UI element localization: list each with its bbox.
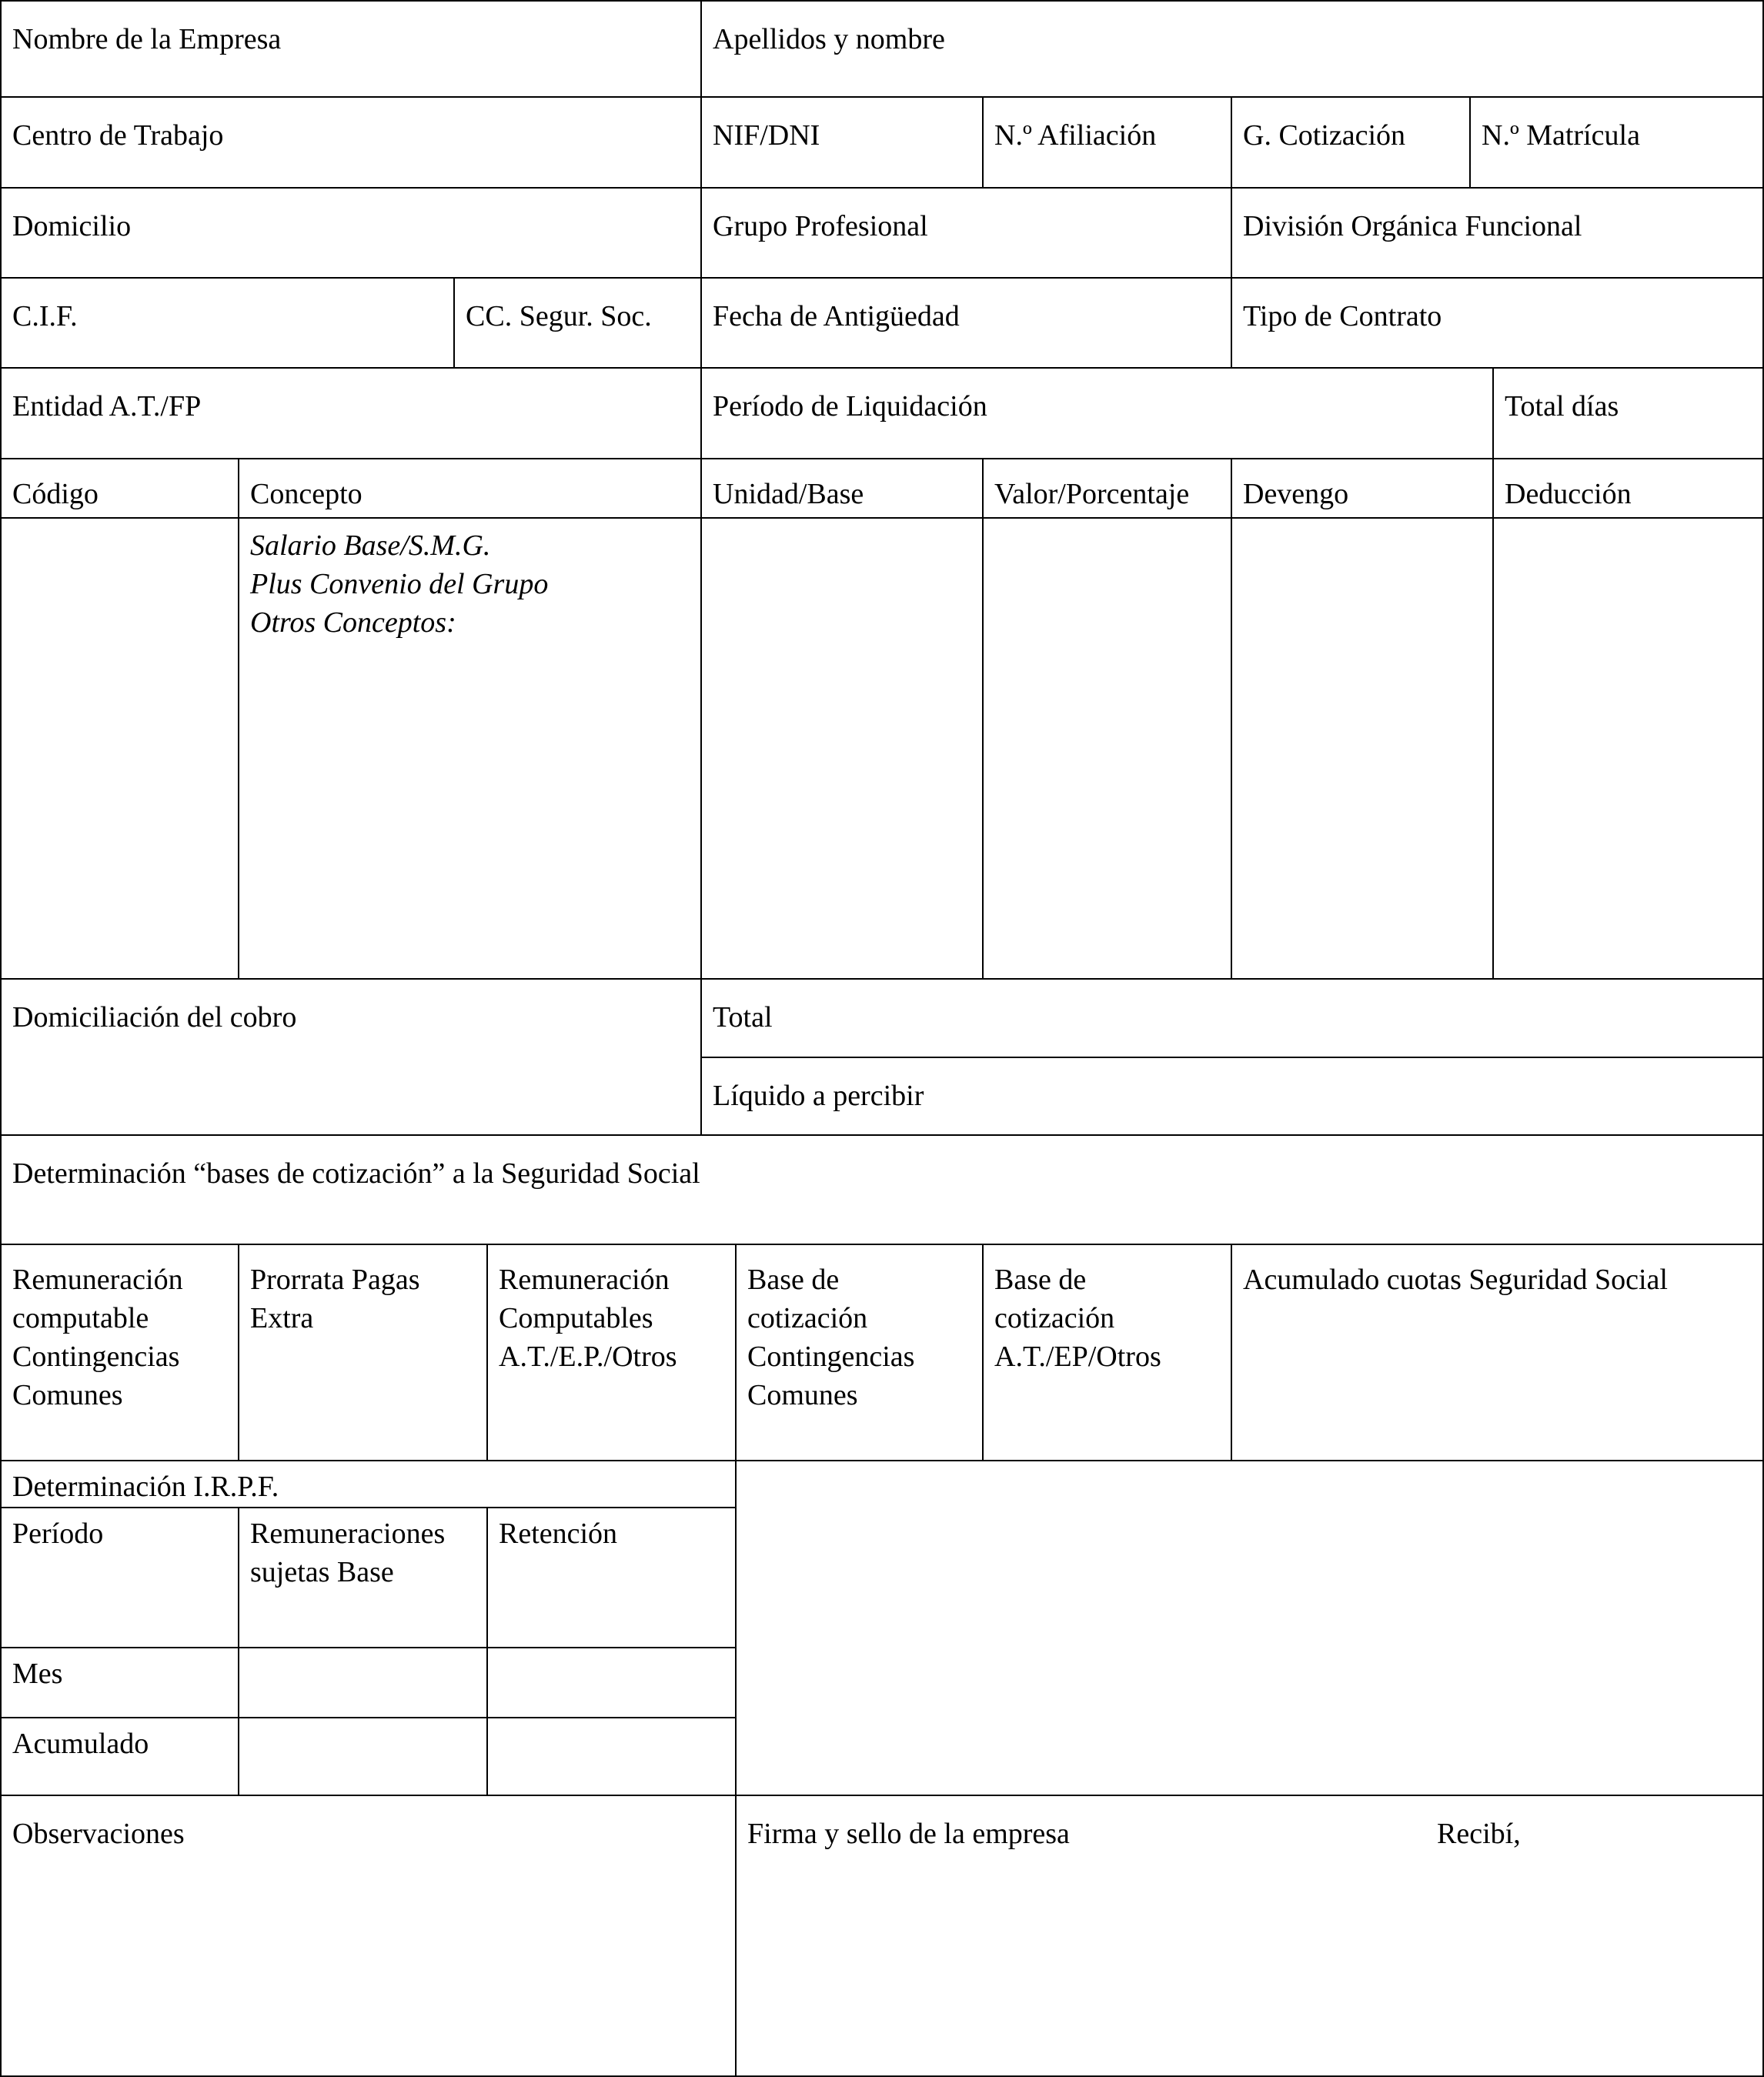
address-cell xyxy=(0,187,702,279)
deduction-label: Deducción xyxy=(1505,478,1632,510)
irpf-remuneration-label: Remuneraciones sujetas Base xyxy=(250,1518,446,1588)
irpf-withholding-label: Retención xyxy=(499,1518,618,1550)
nif-dni-cell xyxy=(700,96,984,189)
code-label: Código xyxy=(12,478,99,510)
seniority-date-cell xyxy=(700,277,1232,369)
irpf-accumulated-label: Acumulado xyxy=(12,1728,149,1760)
ss-col-common-base xyxy=(735,1244,984,1461)
ss-bases-title: Determinación “bases de cotización” a la Seguridad Social xyxy=(12,1157,700,1190)
total-cell xyxy=(700,978,1764,1058)
net-pay-label: Líquido a percibir xyxy=(713,1080,924,1112)
observations-cell xyxy=(0,1795,737,2077)
contract-type-cell xyxy=(1231,277,1764,369)
at-entity-label: Entidad A.T./FP xyxy=(12,390,202,422)
irpf-period-label: Período xyxy=(12,1518,104,1550)
domiciliation-cell xyxy=(0,978,702,1136)
full-name-cell xyxy=(700,0,1764,98)
irpf-month-cell xyxy=(0,1647,239,1718)
full-name-label: Apellidos y nombre xyxy=(713,23,945,55)
irpf-month-remuneration xyxy=(238,1647,488,1718)
registration-no-cell xyxy=(1469,96,1764,189)
ss-col-label: Prorrata Pagas Extra xyxy=(250,1264,420,1334)
company-name-label: Nombre de la Empresa xyxy=(12,23,282,55)
value-percent-label: Valor/Porcentaje xyxy=(994,478,1190,510)
irpf-remuneration-header xyxy=(238,1507,488,1648)
ss-col-at-ep-remuneration xyxy=(486,1244,737,1461)
unit-base-column xyxy=(700,517,984,980)
concept-item: Otros Conceptos: xyxy=(250,606,456,639)
irpf-title: Determinación I.R.P.F. xyxy=(12,1471,279,1503)
value-percent-header xyxy=(982,458,1232,519)
net-pay-cell xyxy=(700,1057,1764,1136)
settlement-period-label: Período de Liquidación xyxy=(713,390,987,422)
received-label: Recibí, xyxy=(1437,1818,1521,1850)
work-center-cell xyxy=(0,96,702,189)
professional-group-label: Grupo Profesional xyxy=(713,210,928,242)
settlement-period-cell xyxy=(700,367,1494,459)
ss-col-label: Acumulado cuotas Seguridad Social xyxy=(1243,1264,1668,1296)
code-header xyxy=(0,458,239,519)
ss-col-label: Remuneración computable Contingencias Comunes xyxy=(12,1264,183,1411)
total-days-cell xyxy=(1492,367,1764,459)
concept-item: Plus Convenio del Grupo xyxy=(250,568,549,600)
ss-col-label: Remuneración Computables A.T./E.P./Otros xyxy=(499,1264,677,1373)
contribution-group-cell xyxy=(1231,96,1471,189)
ss-bases-title-cell xyxy=(0,1134,1764,1245)
observations-label: Observaciones xyxy=(12,1818,185,1850)
irpf-withholding-header xyxy=(486,1507,737,1648)
irpf-accumulated-cell xyxy=(0,1717,239,1796)
accrual-header xyxy=(1231,458,1494,519)
irpf-accumulated-withholding xyxy=(486,1717,737,1796)
unit-base-header xyxy=(700,458,984,519)
unit-base-label: Unidad/Base xyxy=(713,478,864,510)
ss-col-accumulated-fees xyxy=(1231,1244,1764,1461)
affiliation-no-cell xyxy=(982,96,1232,189)
concept-label: Concepto xyxy=(250,478,362,510)
cif-label: C.I.F. xyxy=(12,300,78,332)
accrual-column xyxy=(1231,517,1494,980)
value-percent-column xyxy=(982,517,1232,980)
ss-account-label: CC. Segur. Soc. xyxy=(466,300,652,332)
concept-item: Salario Base/S.M.G. xyxy=(250,529,491,562)
ss-col-common-remuneration xyxy=(0,1244,239,1461)
ss-col-label: Base de cotización Contingencias Comunes xyxy=(747,1264,915,1411)
accrual-label: Devengo xyxy=(1243,478,1349,510)
deduction-header xyxy=(1492,458,1764,519)
nif-dni-label: NIF/DNI xyxy=(713,119,820,152)
irpf-month-withholding xyxy=(486,1647,737,1718)
ss-account-cell xyxy=(453,277,702,369)
cif-cell xyxy=(0,277,455,369)
ss-col-at-ep-base xyxy=(982,1244,1232,1461)
contract-type-label: Tipo de Contrato xyxy=(1243,300,1442,332)
concept-column xyxy=(238,517,702,980)
ss-col-label: Base de cotización A.T./EP/Otros xyxy=(994,1264,1161,1373)
domiciliation-label: Domiciliación del cobro xyxy=(12,1001,297,1033)
functional-division-label: División Orgánica Funcional xyxy=(1243,210,1582,242)
irpf-title-cell xyxy=(0,1460,737,1508)
deduction-column xyxy=(1492,517,1764,980)
registration-no-label: N.º Matrícula xyxy=(1482,119,1640,152)
irpf-blank-area xyxy=(735,1460,1764,1796)
irpf-month-label: Mes xyxy=(12,1658,63,1690)
professional-group-cell xyxy=(700,187,1232,279)
total-label: Total xyxy=(713,1001,773,1033)
code-column xyxy=(0,517,239,980)
signature-label: Firma y sello de la empresa xyxy=(747,1818,1070,1850)
concept-header xyxy=(238,458,702,519)
total-days-label: Total días xyxy=(1505,390,1619,422)
address-label: Domicilio xyxy=(12,210,132,242)
affiliation-no-label: N.º Afiliación xyxy=(994,119,1157,152)
company-name-cell xyxy=(0,0,702,98)
functional-division-cell xyxy=(1231,187,1764,279)
ss-col-extra-pay-prorate xyxy=(238,1244,488,1461)
work-center-label: Centro de Trabajo xyxy=(12,119,224,152)
signature-cell xyxy=(735,1795,1764,2077)
at-entity-cell xyxy=(0,367,702,459)
irpf-accumulated-remuneration xyxy=(238,1717,488,1796)
irpf-period-header xyxy=(0,1507,239,1648)
seniority-date-label: Fecha de Antigüedad xyxy=(713,300,960,332)
contribution-group-label: G. Cotización xyxy=(1243,119,1406,152)
